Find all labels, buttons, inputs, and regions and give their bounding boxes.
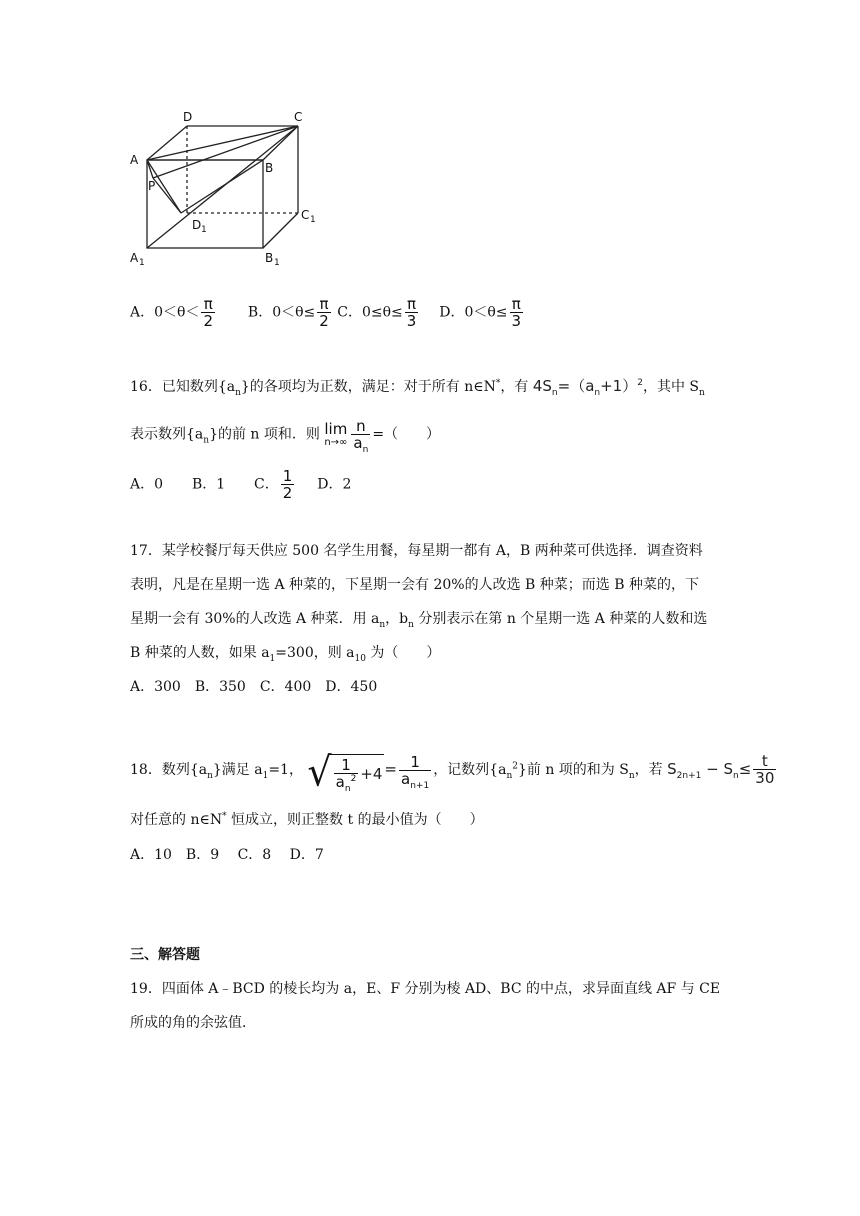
diag-AC bbox=[147, 126, 298, 160]
sqrt-expression: √ $\frac{1}{a_n^2}$ +4 bbox=[307, 748, 383, 796]
label-B: B bbox=[265, 161, 274, 175]
q15-option-a: A．0＜θ＜ $\frac{\pi}{2}$ bbox=[130, 295, 213, 330]
fraction-n-an: $\frac{n}{a_n}$ bbox=[353, 417, 369, 455]
q15-option-d: D．0＜θ≤ $\frac{\pi}{3}$ bbox=[439, 295, 522, 330]
q19-line2: 所成的角的余弦值． bbox=[130, 1015, 256, 1031]
label-A1-sub: 1 bbox=[139, 258, 145, 268]
label-B1: B bbox=[265, 251, 274, 265]
cuboid-figure bbox=[126, 106, 326, 274]
q18-inequality: $S_{2n+1} - S_n\le$ $\frac{t}{30}$ bbox=[667, 752, 775, 787]
q16-option-d: D．2 bbox=[317, 476, 352, 493]
q17-line1: 17．某学校餐厅每天供应 500 名学生用餐，每星期一都有 A，B 两种菜可供选择．调查资料 bbox=[130, 543, 703, 559]
label-D1-sub: 1 bbox=[201, 225, 207, 235]
label-D: D bbox=[183, 110, 193, 124]
fraction-pi-3: $\frac{\pi}{3}$ bbox=[511, 295, 522, 330]
q16-line2: 表示数列$\{a_n\}$的前 n 项和．则 lim n→∞ $\frac{n}{a_n}$ =（ ） bbox=[130, 417, 441, 455]
fraction-1-an1: $\frac{1}{a_{n+1}}$ bbox=[401, 752, 430, 791]
fraction-pi-3: $\frac{\pi}{3}$ bbox=[406, 295, 417, 330]
q16-option-b: B．1 bbox=[191, 476, 226, 493]
seg-D1B bbox=[181, 160, 263, 213]
q16-line1: 16．已知数列$\{a_n\}$的各项均为正数，满足：对于所有 n∈N*，有 $4S_n=(a_n+1)^2$，其中 $S_n$ bbox=[130, 377, 705, 398]
label-B1-sub: 1 bbox=[274, 258, 280, 268]
q18-line2: 对任意的 n∈N* 恒成立，则正整数 t 的最小值为（ ） bbox=[130, 811, 484, 828]
seg-PD1 bbox=[153, 178, 181, 213]
q16-option-c: C． bbox=[254, 476, 279, 493]
fraction-pi-2: $\frac{\pi}{2}$ bbox=[203, 295, 213, 330]
fraction-pi-2: $\frac{\pi}{2}$ bbox=[319, 295, 329, 330]
q16-formula: $4S_n=(a_n+1)^2$ bbox=[532, 377, 643, 398]
label-A1: A bbox=[130, 251, 139, 265]
diag-A1C bbox=[147, 126, 298, 248]
q17-line3: 星期一会有 30%的人改选 A 种菜．用 $a_n$，$b_n$ 分别表示在第 n 个星期一选 A 种菜的人数和选 bbox=[130, 611, 708, 630]
q17-line4: B 种菜的人数，如果 $a_1=300$，则 $a_{10}$ 为（ ） bbox=[130, 645, 441, 664]
fraction-1-2: $\frac{1}{2}$ bbox=[282, 467, 293, 502]
q18-line1: 18．数列$\{a_n\}$满足 $a_1=1$， √ $\frac{1}{a_n^2}$ +4 = $\frac{1}{a_{n+1}}$ ，记数列$\{a_n^2\}$前 n 项的和为 $S_n$，若 $S_{2n+1} - S_n\le$ $\frac{t}{30}$ bbox=[130, 750, 778, 790]
edge-B1C1 bbox=[263, 213, 298, 248]
q16-options bbox=[130, 468, 351, 501]
label-C1-sub: 1 bbox=[310, 215, 316, 225]
q15-option-b: B．0＜θ≤ $\frac{\pi}{2}$ bbox=[247, 295, 329, 330]
edge-BC bbox=[263, 126, 298, 160]
q15-option-c: C．0≤θ≤ $\frac{\pi}{3}$ bbox=[337, 295, 417, 330]
label-A: A bbox=[130, 153, 139, 167]
label-P: P bbox=[148, 179, 156, 193]
label-D1: D bbox=[192, 218, 202, 232]
q15-options bbox=[130, 296, 525, 329]
limit-expression: lim n→∞ bbox=[324, 419, 348, 448]
label-C: C bbox=[294, 110, 303, 124]
label-C1: C bbox=[301, 208, 310, 222]
q16-option-a: A．0 bbox=[130, 476, 164, 493]
diag-PC bbox=[153, 126, 298, 178]
section-title: 三、解答题 bbox=[130, 947, 200, 963]
q17-options: A．300 B．350 C．400 D．450 bbox=[130, 679, 378, 695]
q19-line1: 19．四面体 A﹣BCD 的棱长均为 a，E、F 分别为棱 AD、BC 的中点，求异面直线 AF 与 CE bbox=[130, 981, 721, 997]
q17-line2: 表明，凡是在星期一选 A 种菜的，下星期一会有 20%的人改选 B 种菜；而选 B 种菜的，下 bbox=[130, 577, 699, 593]
q18-options: A．10 B．9 C．8 D．7 bbox=[130, 847, 324, 863]
